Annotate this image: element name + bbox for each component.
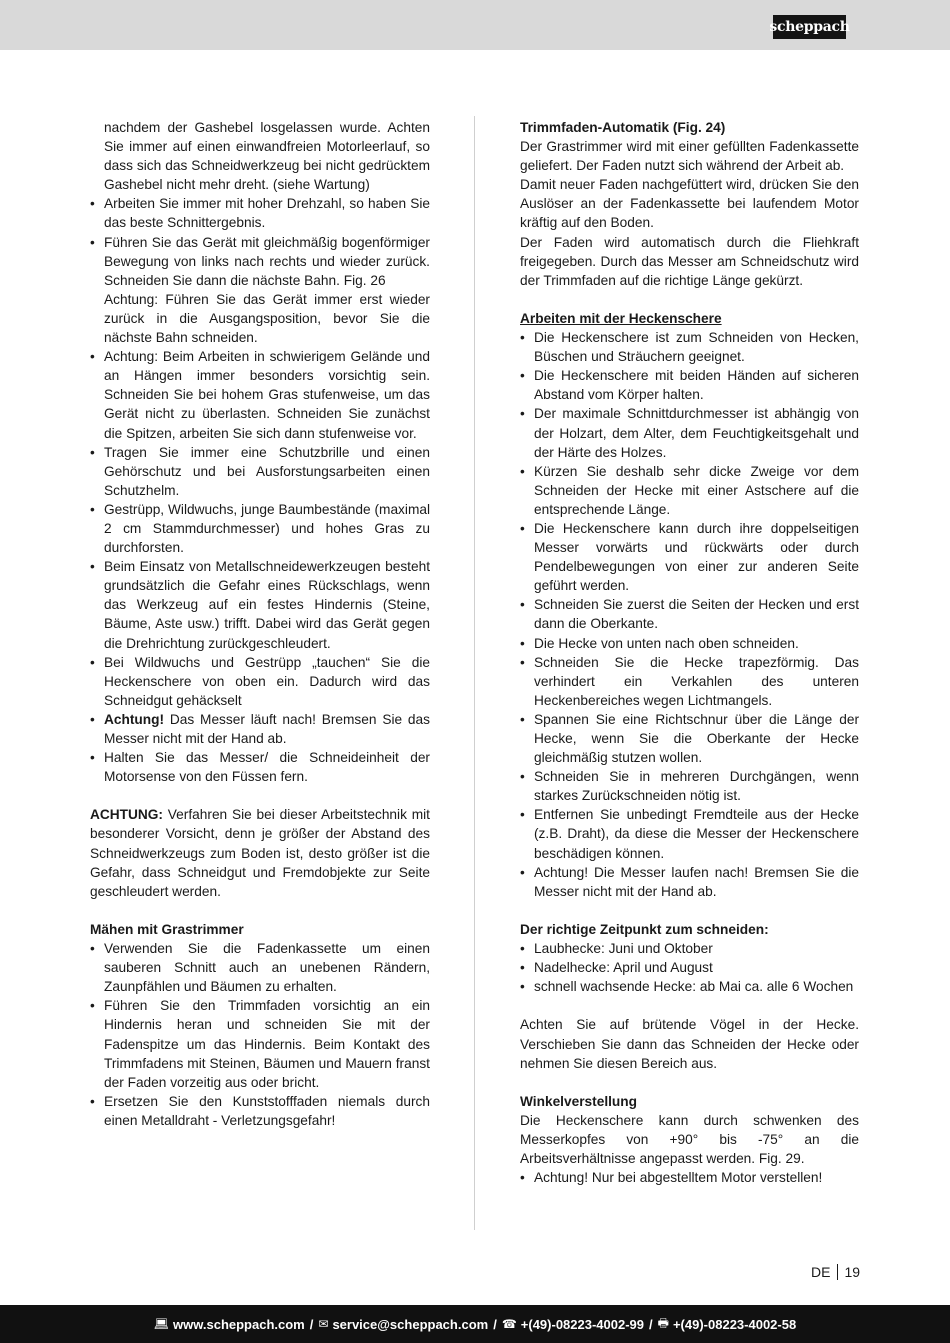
list-item: • Laubhecke: Juni und Oktober	[520, 939, 859, 958]
angle-list	[520, 1168, 859, 1187]
footer-bar	[0, 1305, 950, 1343]
mowing-list	[90, 939, 430, 1130]
list-item-text: • Führen Sie das Gerät mit gleichmäßig bogenförmiger Bewegung von links nach rechts und wieder zurück. Schneiden Sie dann die nächste Bahn. Fig. 26	[104, 234, 430, 288]
hedge-list	[520, 328, 859, 901]
section-heading-timing: Der richtige Zeitpunkt zum schneiden:	[520, 921, 769, 937]
list-item: • Achtung: Beim Arbeiten in schwierigem Gelände und an Hängen immer besonders vorsichtig sein. Schneiden Sie bei hohem Gras stufenweise, um das Gerät nicht zu überlasten. Schneiden Sie zunächst die Spitzen, arbeiten Sie sich dann stufenweise vor.	[90, 347, 430, 442]
achtung-text: Das Messer läuft nach! Bremsen Sie das Messer nicht mit der Hand ab.	[104, 711, 430, 746]
list-item: • schnell wachsende Hecke: ab Mai ca. alle 6 Wochen	[520, 977, 859, 996]
section-heading-hedge: Arbeiten mit der Heckenschere	[520, 310, 722, 326]
list-item: • Achtung! Nur bei abgestelltem Motor verstellen!	[520, 1168, 859, 1187]
warning-text: Verfahren Sie bei dieser Arbeitstechnik mit besonderer Vorsicht, denn je größer der Abstand des Schneidwerkzeugs zum Boden ist, desto größer ist die Gefahr, dass Schneidgut und Fremdobjekte zur Seite geschleudert werden.	[90, 807, 430, 899]
list-item: • Tragen Sie immer eine Schutzbrille und einen Gehörschutz und bei Ausforstungsarbeiten einen Schutzhelm.	[90, 443, 430, 500]
paragraph: Damit neuer Faden nachgefüttert wird, drücken Sie den Auslöser an der Fadenkassette bei laufendem Motor kräftig auf den Boden.	[520, 177, 859, 231]
warning-paragraph	[90, 805, 430, 900]
list-item: • Die Hecke von unten nach oben schneiden.	[520, 634, 859, 653]
list-item: • Schneiden Sie zuerst die Seiten der Hecken und erst dann die Oberkante.	[520, 595, 859, 633]
list-item: • Der maximale Schnittdurchmesser ist abhängig von der Holzart, dem Alter, dem Feuchtigkeitsgehalt und der Härte des Holzes.	[520, 404, 859, 461]
footer-phone: +(49)-08223-4002-99	[520, 1316, 645, 1332]
list-item: • Halten Sie das Messer/ die Schneideinheit der Motorsense von den Füssen fern.	[90, 748, 430, 786]
list-item: • Achtung! Die Messer laufen nach! Bremsen Sie die Messer nicht mit der Hand ab.	[520, 863, 859, 901]
mail-icon: ✉︎	[318, 1317, 329, 1331]
achtung-label: Achtung!	[104, 711, 165, 727]
list-item	[90, 710, 430, 748]
footer-separator: /	[309, 1316, 314, 1332]
list-item: • Nadelhecke: April und August	[520, 958, 859, 977]
list-item: • Beim Einsatz von Metallschneidewerkzeugen besteht grundsätzlich die Gefahr eines Rückschlags, wenn das Werkzeug auf ein festes Hindernis (Steine, Bäume, Aste usw.) trifft. Dabei wird das Gerät gegen die Drehrichtung zurückgeschleudert.	[90, 557, 430, 652]
list-item: • Ersetzen Sie den Kunststofffaden niemals durch einen Metalldraht - Verletzungsgefahr!	[90, 1092, 430, 1130]
header-bar	[0, 0, 950, 50]
list-item: • Gestrüpp, Wildwuchs, junge Baumbestände (maximal 2 cm Stammdurchmesser) und hohes Gras zu durchforsten.	[90, 500, 430, 557]
page-number	[811, 1264, 860, 1280]
column-divider	[474, 116, 475, 1230]
intro-continuation: nachdem der Gashebel losgelassen wurde. Achten Sie immer auf einen einwandfreien Motorleerlauf, so dass sich das Schneidwerkzeug bei nicht gedrücktem Gashebel nicht mehr dreht. (siehe Wartung)	[104, 120, 430, 193]
list-item: • Arbeiten Sie immer mit hoher Drehzahl, so haben Sie das beste Schnittergebnis.	[90, 194, 430, 232]
right-column	[520, 118, 859, 1187]
section-heading-trim-auto: Trimmfaden-Automatik (Fig. 24)	[520, 120, 726, 135]
list-item: • Die Heckenschere kann durch ihre doppelseitigen Messer vorwärts und rückwärts oder durch Pendelbewegungen von einer zur anderen Seite geführt werden.	[520, 519, 859, 595]
list-item-note: Achtung: Führen Sie das Gerät immer erst wieder zurück in die Ausgangsposition, bevor Sie die nächste Bahn schneiden.	[104, 291, 430, 346]
page-language: DE	[811, 1264, 831, 1280]
footer-fax: +(49)-08223-4002-58	[672, 1316, 797, 1332]
list-item: • Entfernen Sie unbedingt Fremdteile aus der Hecke (z.B. Draht), da diese die Messer der Heckenschere beschädigen können.	[520, 805, 859, 862]
list-item: • Spannen Sie eine Richtschnur über die Länge der Hecke, wenn Sie die Oberkante der Hecke gleichmäßig stutzen wollen.	[520, 710, 859, 767]
footer-email[interactable]: service@scheppach.com	[332, 1316, 489, 1332]
safety-list	[90, 194, 430, 786]
list-item: • Schneiden Sie die Hecke trapezförmig. Das verhindert ein Verkahlen des unteren Heckenbereiches wegen Lichtmangels.	[520, 653, 859, 710]
angle-paragraph: Die Heckenschere kann durch schwenken des Messerkopfes von +90° bis -75° an die Arbeitsverhältnisse angepasst werden. Fig. 29.	[520, 1112, 859, 1167]
section-heading-angle: Winkelverstellung	[520, 1093, 638, 1109]
computer-icon: 💻︎	[153, 1317, 170, 1331]
list-item: • Die Heckenschere mit beiden Händen auf sicheren Abstand vom Körper halten.	[520, 366, 859, 404]
list-item: • Führen Sie den Trimmfaden vorsichtig an ein Hindernis heran und schneiden Sie mit der Fadenspitze um das Hindernis. Beim Kontakt des Trimmfadens mit Steinen, Bäumen und Mauern franst der Faden vorzeitig aus oder bricht.	[90, 996, 430, 1091]
list-item	[90, 233, 430, 348]
left-column	[90, 118, 430, 1130]
paragraph: Der Faden wird automatisch durch die Fliehkraft freigegeben. Durch das Messer am Schneidschutz wird der Trimmfaden auf die richtige Länge gekürzt.	[520, 234, 859, 288]
footer-separator: /	[649, 1316, 653, 1332]
section-heading-mowing: Mähen mit Grastrimmer	[90, 921, 244, 937]
page-number-separator	[837, 1264, 838, 1280]
phone-icon: ☎︎	[501, 1317, 517, 1331]
footer-website[interactable]: www.scheppach.com	[173, 1316, 305, 1332]
warning-label: ACHTUNG:	[90, 807, 163, 823]
list-item: • Verwenden Sie die Fadenkassette um einen sauberen Schnitt auch an unebenen Rändern, Zaunpfählen und Bäumen zu erhalten.	[90, 939, 430, 996]
list-item: • Kürzen Sie deshalb sehr dicke Zweige vor dem Schneiden der Hecke mit einer Astschere auf die entsprechende Länge.	[520, 462, 859, 519]
list-item: • Schneiden Sie in mehreren Durchgängen, wenn starkes Zurückschneiden nötig ist.	[520, 767, 859, 805]
paragraph: Der Grastrimmer wird mit einer gefüllten Fadenkassette geliefert. Der Faden nutzt sich während der Arbeit ab.	[520, 139, 859, 174]
timing-list	[520, 939, 859, 996]
fax-icon: 🖶︎	[657, 1315, 669, 1330]
list-item: • Bei Wildwuchs und Gestrüpp „tauchen“ Sie die Heckenschere von oben ein. Dadurch wird das Schneidgut gehäckselt	[90, 653, 430, 710]
footer-separator: /	[493, 1316, 497, 1332]
birds-paragraph: Achten Sie auf brütende Vögel in der Hecke. Verschieben Sie dann das Schneiden der Hecke oder nehmen Sie diesen Bereich aus.	[520, 1017, 859, 1071]
scheppach-logo: scheppach	[773, 15, 846, 39]
page-number-value: 19	[844, 1264, 861, 1280]
list-item: • Die Heckenschere ist zum Schneiden von Hecken, Büschen und Sträuchern geeignet.	[520, 328, 859, 366]
